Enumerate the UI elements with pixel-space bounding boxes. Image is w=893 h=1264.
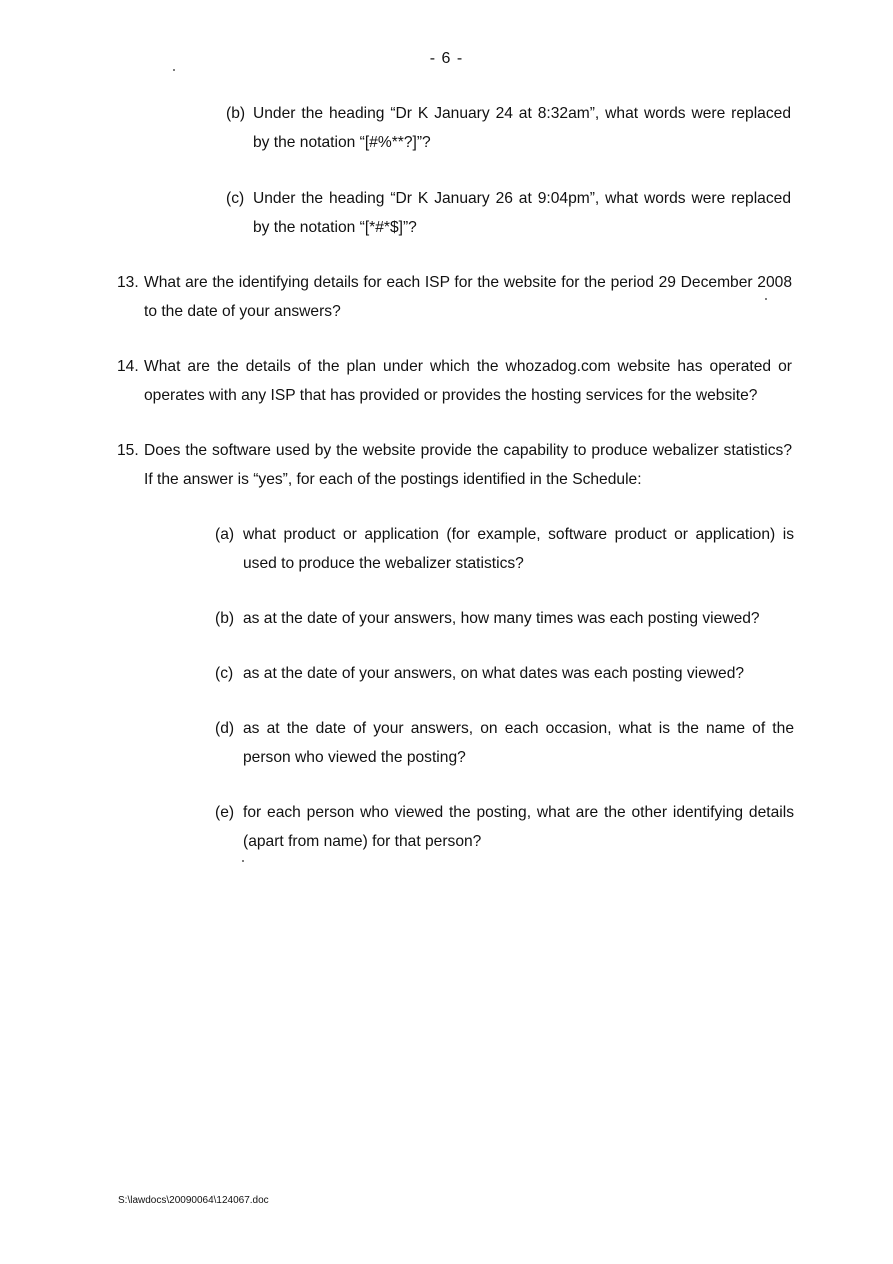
item-number: 13. <box>117 274 139 291</box>
item-label: (c) <box>215 665 234 682</box>
item-12b <box>226 99 791 157</box>
item-text: What are the details of the plan under which the whozadog.com website has operated or operates with any ISP that has provided or provides the hosting services for the website? <box>144 358 792 404</box>
item-label: (e) <box>215 804 235 821</box>
scan-speck <box>242 860 244 862</box>
item-label: (a) <box>215 526 235 543</box>
footer-file-path: S:\lawdocs\20090064\124067.doc <box>118 1195 269 1206</box>
item-text: Does the software used by the website provide the capability to produce webalizer statistics? If the answer is “yes”, for each of the postings identified in the Schedule: <box>144 442 792 488</box>
item-label: (c) <box>226 190 245 207</box>
scan-speck <box>765 298 767 300</box>
item-text: as at the date of your answers, how many times was each posting viewed? <box>243 610 760 627</box>
item-text: What are the identifying details for each ISP for the website for the period 29 December 2008 to the date of your answers? <box>144 274 792 320</box>
item-14 <box>117 352 792 410</box>
item-number: 15. <box>117 442 139 459</box>
item-text: Under the heading “Dr K January 24 at 8:32am”, what words were replaced by the notation “[#%**?]”? <box>253 105 791 151</box>
item-text: Under the heading “Dr K January 26 at 9:04pm”, what words were replaced by the notation “[*#*$]”? <box>253 190 791 236</box>
item-13 <box>117 268 792 326</box>
item-15e <box>215 798 794 856</box>
item-text: for each person who viewed the posting, what are the other identifying details (apart from name) for that person? <box>243 804 794 850</box>
item-15a <box>215 520 794 578</box>
item-label: (d) <box>215 720 235 737</box>
item-label: (b) <box>226 105 246 122</box>
item-12c <box>226 184 791 242</box>
scan-speck <box>173 69 175 71</box>
item-text: what product or application (for example, software product or application) is used to produce the webalizer statistics? <box>243 526 794 572</box>
item-15 <box>117 436 792 494</box>
item-text: as at the date of your answers, on each occasion, what is the name of the person who viewed the posting? <box>243 720 794 766</box>
item-number: 14. <box>117 358 139 375</box>
item-text: as at the date of your answers, on what dates was each posting viewed? <box>243 665 745 682</box>
item-15c <box>215 659 794 688</box>
item-15d <box>215 714 794 772</box>
item-15b <box>215 604 794 633</box>
page-number: - 6 - <box>429 50 464 67</box>
item-label: (b) <box>215 610 235 627</box>
